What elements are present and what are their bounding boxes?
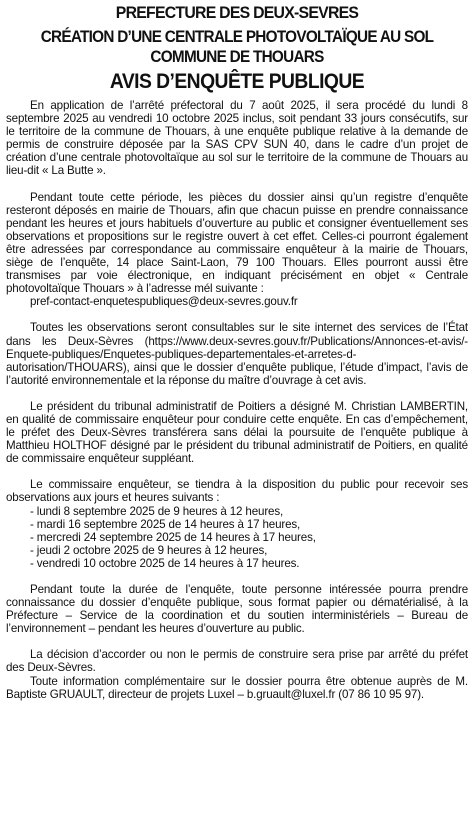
list-item: - vendredi 10 octobre 2025 de 14 heures à 17 heures. (30, 556, 300, 570)
spacer (6, 178, 468, 191)
paragraph-dossier: Pendant toute cette période, les pièces du dossier ainsi qu’un registre d’enquête resteront déposés en mairie de Thouars, afin que chacun puisse en prendre connaissance pendant les heures et jours habituels d’ouverture au public et consigner éventuellement ses observations et propositions sur le registre ouvert à cet effet. Celles-ci pourront également être adressées par correspondance au commissaire enquêteur à la mairie de Thouars, siège de l’enquête, 14 place Saint-Laon, 79 100 Thouars. Elles pourront aussi être transmises par voie électronique, en indiquant précisément en objet « Centrale photovoltaïque Thouars » à l’adresse mél suivante : (6, 190, 468, 296)
spacer (6, 570, 468, 583)
paragraph-consultation: Pendant toute la durée de l’enquête, toute personne intéressée pourra prendre connaissance du dossier d’enquête publique, sous format papier ou dématérialisé, à la Préfecture – Service de la coordination et du soutien interministériels – Bureau de l’environnement – pendant les heures d’ouverture au public. (6, 583, 468, 636)
list-item: - mardi 16 septembre 2025 de 14 heures à 17 heures, (30, 517, 301, 531)
paragraph-information: Toute information complémentaire sur le dossier pourra être obtenue auprès de M. Baptiste GRUAULT, directeur de projets Luxel – b.gruault@luxel.fr (07 86 10 95 97). (6, 674, 468, 701)
spacer (6, 465, 468, 478)
paragraph-permanences: Le commissaire enquêteur, se tiendra à la disposition du public pour recevoir ses observations aux jours et heures suivants : (6, 478, 468, 505)
paragraph-decision: La décision d’accorder ou non le permis de construire sera prise par arrêté du préfet des Deux-Sèvres. (6, 648, 468, 675)
spacer (6, 387, 468, 400)
notice-title: AVIS D’ENQUÊTE PUBLIQUE (109, 70, 365, 93)
list-item: - lundi 8 septembre 2025 de 9 heures à 12 heures, (30, 504, 284, 518)
list-item: - mercredi 24 septembre 2025 de 14 heures à 17 heures, (30, 530, 316, 544)
project-title-line-2: COMMUNE DE THOUARS (150, 47, 324, 66)
permanence-list (6, 505, 468, 570)
paragraph-commissaire: Le président du tribunal administratif de Poitiers a désigné M. Christian LAMBERTIN, en qualité de commissaire enquêteur pour conduire cette enquête. En cas d’empêchement, le préfet des Deux-Sèvres transférera sans délai la poursuite de l’enquête publique à Matthieu HOLTHOF désigné par le président du tribunal administratif de Poitiers, en qualité de commissaire enquêteur suppléant. (6, 399, 468, 466)
spacer (6, 635, 468, 648)
contact-email: pref-contact-enquetespubliques@deux-sevres.gouv.fr (30, 295, 298, 309)
project-title-line-1: CRÉATION D’UNE CENTRALE PHOTOVOLTAÏQUE AU SOL (40, 27, 434, 46)
prefecture-heading: PREFECTURE DES DEUX-SEVRES (115, 3, 359, 22)
paragraph-observations: Toutes les observations seront consultables sur le site internet des services de l’État dans les Deux-Sèvres (https://www.deux-sevres.gouv.fr/Publications/Annonces-et-avis/-Enquete-publiques/Enquetes-publiques-departementales-et-arretes-d-autorisation/THOUARS), ainsi que le dossier d’enquête publique, l’étude d’impact, l’avis de l’autorité environnementale et la réponse du maître d’ouvrage à cet avis. (6, 321, 468, 387)
paragraph-arrete: En application de l’arrêté préfectoral du 7 août 2025, il sera procédé du lundi 8 septembre 2025 au vendredi 10 octobre 2025 inclus, soit pendant 33 jours consécutifs, sur le territoire de la commune de Thouars, à une enquête publique relative à la demande de permis de construire déposée par la SAS CPV SUN 40, dans le cadre d’un projet de création d’une centrale photovoltaïque au sol sur le territoire de la commune de Thouars au lieu-dit « La Butte ». (6, 99, 468, 178)
spacer (6, 308, 468, 321)
list-item: - jeudi 2 octobre 2025 de 9 heures à 12 heures, (30, 543, 268, 557)
